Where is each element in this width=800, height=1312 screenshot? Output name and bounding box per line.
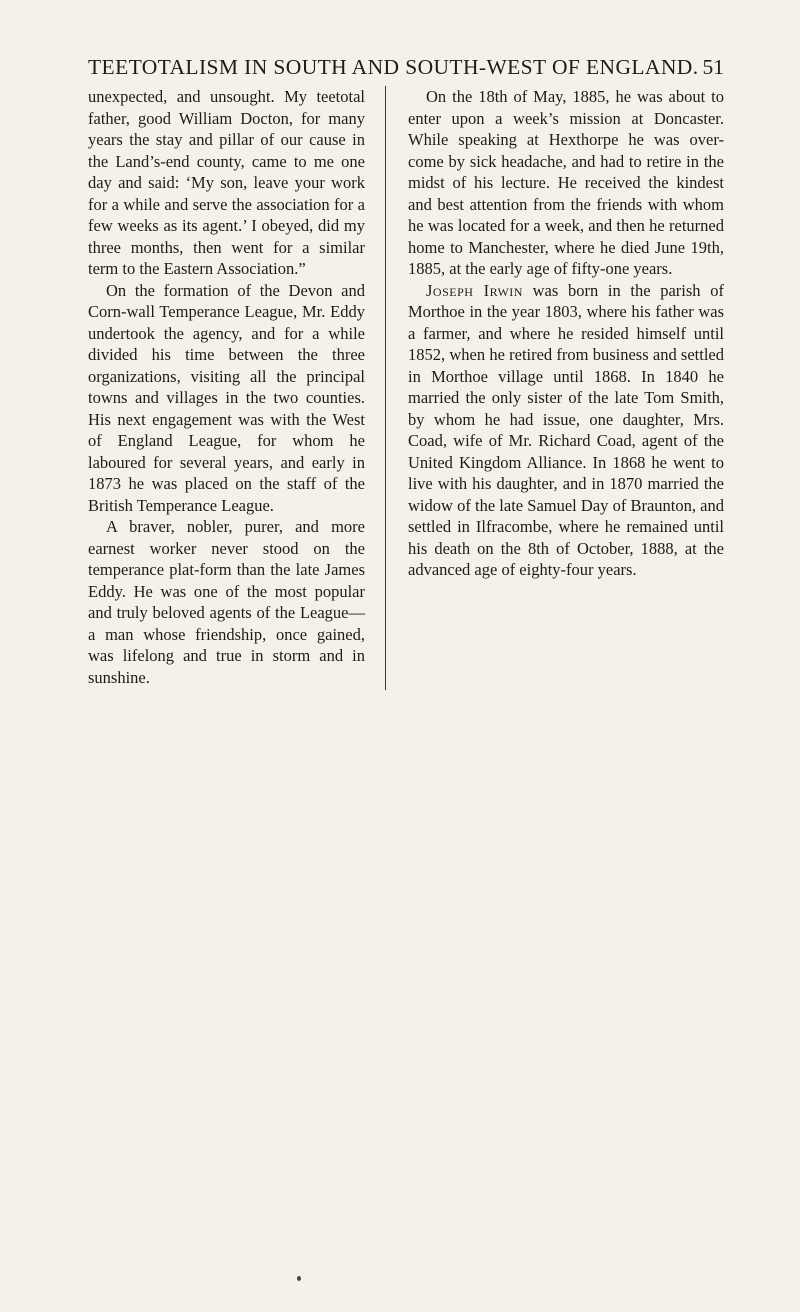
running-title: TEETOTALISM IN SOUTH AND SOUTH-WEST OF ENGLAND. <box>88 55 699 79</box>
left-column <box>88 86 365 688</box>
name-joseph-irwin: Joseph Irwin <box>426 280 523 300</box>
paragraph-devon-cornwall-league: On the formation of the Devon and Corn-wall Temperance League, Mr. Eddy undertook the agency, and for a while divided his time between the three organizations, visiting all the principal towns and villages in the two counties. His next engagement was with the West of England League, for whom he laboured for several years, and early in 1873 he was placed on the staff of the British Temperance League. <box>88 280 365 515</box>
paragraph-joseph-irwin-text: was born in the parish of Morthoe in the year 1803, where his father was a farmer, and where he resided himself until 1852, when he retired from business and settled in Morthoe village until 1868. In 1840 he married the only sister of the late Tom Smith, by whom he had issue, one daughter, Mrs. Coad, wife of Mr. Richard Coad, agent of the United Kingdom Alliance. In 1868 he went to live with his daughter, and in 1870 married the widow of the late Samuel Day of Braunton, and settled in Ilfracombe, where he remained until his death on the 8th of October, 1888, at the advanced age of eighty-four years. <box>408 280 724 579</box>
paragraph-eddy-death: On the 18th of May, 1885, he was about to enter upon a week’s mission at Doncaster. While speaking at Hexthorpe he was over-come by sick headache, and had to retire in the midst of his lecture. He received the kindest and best attention from the friends with whom he was located for a week, and then he returned home to Manchester, where he died June 19th, 1885, at the early age of fifty-one years. <box>408 87 724 278</box>
right-column <box>408 86 724 581</box>
paragraph-docton-quote: unexpected, and unsought. My teetotal father, good William Docton, for many years the stay and pillar of our cause in the Land’s-end county, came to me one day and said: ‘My son, leave your work for a while and serve the association for a few weeks as its agent.’ I obeyed, did my three months, then went for a similar term to the Eastern Association.” <box>88 87 365 278</box>
running-header <box>88 52 724 82</box>
paper-speck <box>297 1276 301 1281</box>
column-divider <box>385 86 386 690</box>
paragraph-eddy-tribute: A braver, nobler, purer, and more earnest worker never stood on the temperance plat-form than the late James Eddy. He was one of the most popular and truly beloved agents of the League—a man whose friendship, once gained, was lifelong and true in storm and in sunshine. <box>88 517 365 687</box>
page-number: 51 <box>702 55 724 79</box>
paragraph-joseph-irwin <box>408 280 724 581</box>
